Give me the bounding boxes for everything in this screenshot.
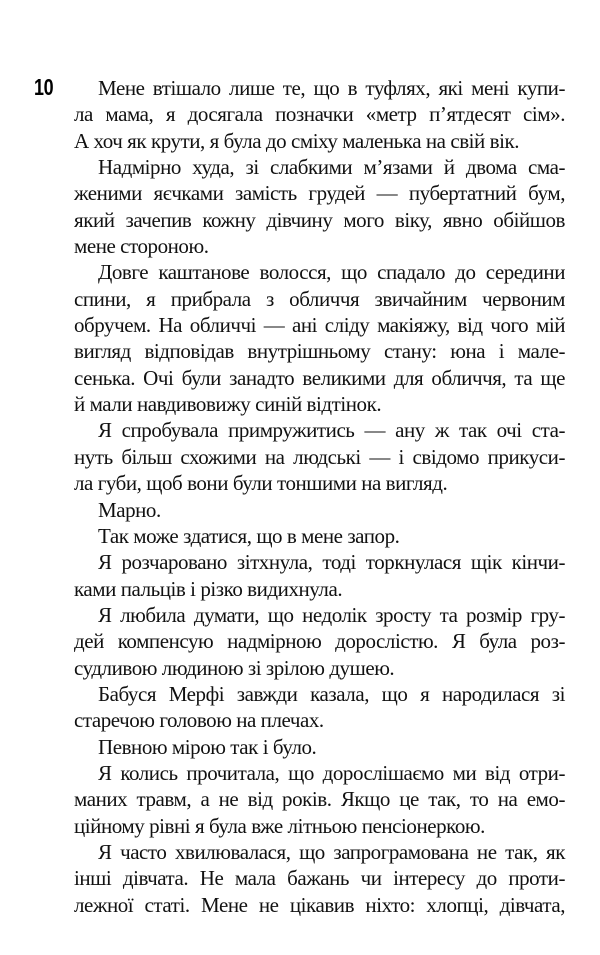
text-line: Певною мірою так і було.: [98, 734, 317, 759]
text-line: Так може здатися, що в мене запор.: [98, 523, 400, 548]
page-number: 10: [34, 74, 54, 100]
text-line: Надмірно худа, зі слабкими м’язами й двома сма-: [98, 155, 565, 180]
text-line: судливою людиною зі зрілою душею.: [74, 655, 395, 680]
text-line: Мене втішало лише те, що в туфлях, які мені купи-: [98, 76, 565, 100]
paragraph: [74, 681, 565, 734]
text-line: Бабуся Мерфі завжди казала, що я народилася зі: [98, 681, 565, 706]
text-line: спини, я прибрала з обличчя звичайним червоним: [74, 286, 565, 311]
paragraph: [74, 760, 565, 839]
text-line: лежної статі. Мене не цікавив ніхто: хлопці, дівчата,: [74, 892, 565, 917]
paragraph: [74, 523, 565, 549]
text-line: ла губи, щоб вони були тоншими на вигляд.: [74, 471, 448, 496]
text-line: старечою головою на плечах.: [74, 708, 324, 733]
text-line: ками пальців і різко видихнула.: [74, 576, 343, 601]
text-line: сенька. Очі були занадто великими для обличчя, та ще: [74, 365, 565, 390]
paragraph: [74, 549, 565, 602]
paragraph: [74, 602, 565, 681]
text-line: Я любила думати, що недолік зросту та розмір гру-: [98, 602, 565, 627]
text-line: вигляд відповідав внутрішньому стану: юна і мале-: [74, 339, 565, 364]
text-line: мене стороною.: [74, 234, 209, 259]
paragraph: [74, 734, 565, 760]
paragraph: [74, 154, 565, 259]
paragraph: [74, 75, 565, 154]
paragraph: [74, 259, 565, 417]
text-line: й мали навдивовижу синій відтінок.: [74, 392, 382, 417]
text-line: ційному рівні я була вже літньою пенсіонеркою.: [74, 813, 485, 838]
text-line: інші дівчата. Не мала бажань чи інтересу до проти-: [74, 866, 565, 891]
paragraph: [74, 417, 565, 496]
text-line: нуть більш схожими на людські — і свідомо прикуси-: [74, 444, 565, 469]
body-text: [74, 75, 565, 918]
text-line: Марно.: [98, 497, 161, 522]
text-line: Я часто хвилювалася, що запрограмована не так, як: [98, 839, 565, 864]
text-line: дей компенсую надмірною дорослістю. Я була роз-: [74, 629, 565, 654]
text-line: А хоч як крути, я була до сміху маленька на свій вік.: [74, 128, 520, 153]
text-line: який зачепив кожну дівчину мого віку, явно обійшов: [74, 207, 565, 232]
paragraph: [74, 839, 565, 918]
text-line: Я колись прочитала, що дорослішаємо ми від отри-: [98, 760, 565, 785]
text-line: женими яєчками замість грудей — пубертатний бум,: [74, 181, 565, 206]
text-line: обручем. На обличчі — ані сліду макіяжу, від чого мій: [74, 313, 565, 338]
text-line: ла мама, я досягала позначки «метр п’ятдесят сім».: [74, 102, 565, 127]
text-line: маних травм, а не від років. Якщо це так, то на емо-: [74, 787, 565, 812]
paragraph: [74, 497, 565, 523]
text-line: Довге каштанове волосся, що спадало до середини: [98, 260, 565, 285]
text-line: Я розчаровано зітхнула, тоді торкнулася щік кінчи-: [98, 550, 565, 575]
text-line: Я спробувала примружитись — ану ж так очі ста-: [98, 418, 565, 443]
